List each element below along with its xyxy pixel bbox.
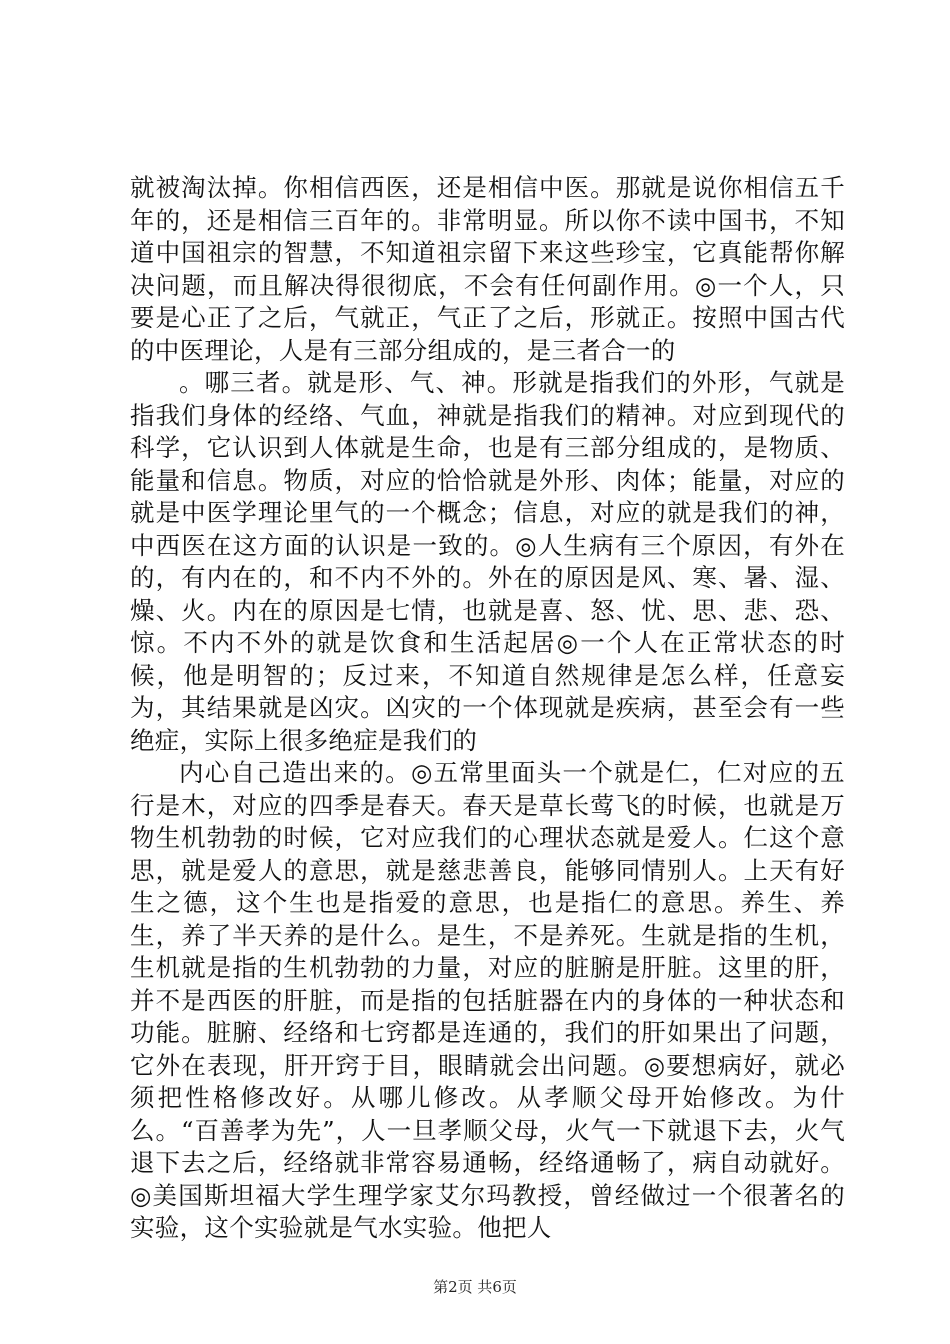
paragraph-1: 就被淘汰掉。你相信西医，还是相信中医。那就是说你相信五千年的，还是相信三百年的。非常明显。所以你不读中国书，不知道中国祖宗的智慧，不知道祖宗留下来这些珍宝，它真能帮你解决问题，而且解决得很彻底，不会有任何副作用。◎一个人，只要是心正了之后，气就正，气正了之后，形就正。按照中国古代的中医理论，人是有三部分组成的，是三者合一的 [130,173,845,365]
paragraph-3: 内心自己造出来的。◎五常里面头一个就是仁，仁对应的五行是木，对应的四季是春天。春天是草长莺飞的时候，也就是万物生机勃勃的时候，它对应我们的心理状态就是爱人。仁这个意思，就是爱人的意思，就是慈悲善良，能够同情别人。上天有好生之德，这个生也是指爱的意思，也是指仁的意思。养生、养生，养了半天养的是什么。是生，不是养死。生就是指的生机，生机就是指的生机勃勃的力量，对应的脏腑是肝脏。这里的肝，并不是西医的肝脏，而是指的包括脏器在内的身体的一种状态和功能。脏腑、经络和七窍都是连通的，我们的肝如果出了问题，它外在表现，肝开窍于目，眼睛就会出问题。◎要想病好，就必须把性格修改好。从哪儿修改。从孝顺父母开始修改。为什么。“百善孝为先”，人一旦孝顺父母，火气一下就退下去，火气退下去之后，经络就非常容易通畅，经络通畅了，病自动就好。◎美国斯坦福大学生理学家艾尔玛教授，曾经做过一个很著名的实验，这个实验就是气水实验。他把人 [130,758,845,1242]
page-footer [0,1277,950,1297]
body-text [130,172,845,1245]
paragraph-2: 。哪三者。就是形、气、神。形就是指我们的外形，气就是指我们身体的经络、气血，神就是指我们的精神。对应到现代的科学，它认识到人体就是生命，也是有三部分组成的，是物质、能量和信息。物质，对应的恰恰就是外形、肉体；能量，对应的就是中医学理论里气的一个概念；信息，对应的就是我们的神，中西医在这方面的认识是一致的。◎人生病有三个原因，有外在的，有内在的，和不内不外的。外在的原因是风、寒、暑、湿、燥、火。内在的原因是七情，也就是喜、怒、忧、思、悲、恐、惊。不内不外的就是饮食和生活起居◎一个人在正常状态的时候，他是明智的；反过来，不知道自然规律是怎么样，任意妄为，其结果就是凶灾。凶灾的一个体现就是疾病，甚至会有一些绝症，实际上很多绝症是我们的 [130,368,845,755]
page-number-label: 第2页 共6页 [433,1278,517,1296]
